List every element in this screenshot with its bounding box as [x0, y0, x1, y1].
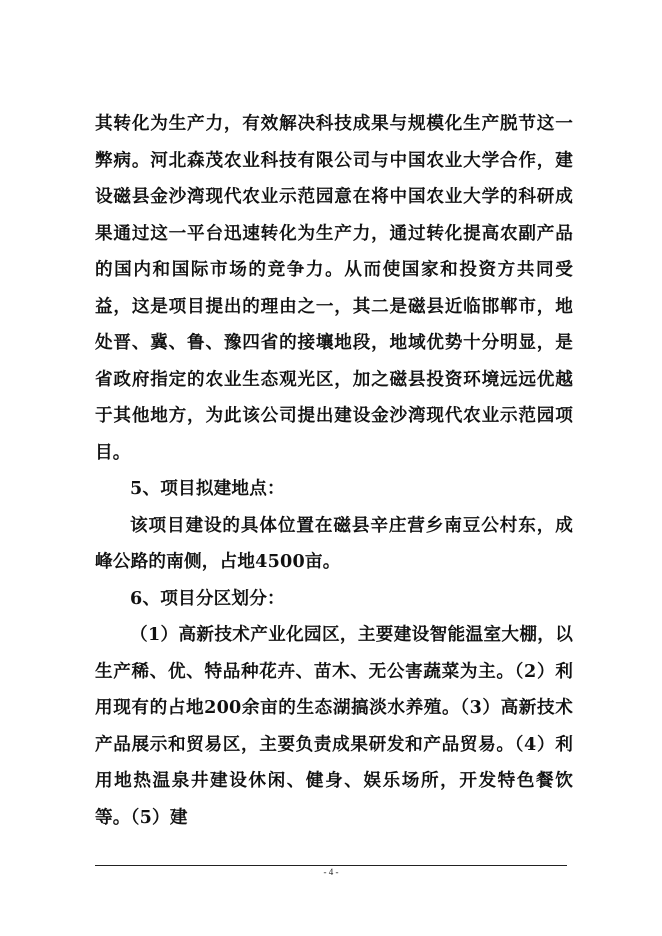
section-heading-zoning: 6、项目分区划分： — [130, 587, 285, 609]
paragraph-location: 该项目建设的具体位置在磁县辛庄营乡南豆公村东，成峰公路的南侧，占地4500亩。 — [95, 514, 573, 572]
paragraph-zoning: （1）高新技术产业化园区，主要建设智能温室大棚，以生产稀、优、特品种花卉、苗木、无公害蔬菜为主。（2）利用现有的占地200余亩的生态湖搞淡水养殖。（3）高新技术产品展示和贸易区，主要负责成果研发和产品贸易。（4）利用地热温泉井建设休闲、健身、娱乐场所，开发特色餐饮等。（5）建 — [95, 624, 573, 828]
body-text — [95, 106, 573, 836]
page-number: - 4 - — [323, 867, 339, 877]
section-heading-location: 5、项目拟建地点： — [130, 478, 285, 499]
footer-divider — [95, 865, 567, 866]
paragraph-continuation: 其转化为生产力，有效解决科技成果与规模化生产脱节这一弊病。河北森茂农业科技有限公司与中国农业大学合作，建设磁县金沙湾现代农业示范园意在将中国农业大学的科研成果通过这一平台迅速转化为生产力，通过转化提高农副产品的国内和国际市场的竞争力。从而使国家和投资方共同受益，这是项目提出的理由之一，其二是磁县近临邯郸市，地处晋、冀、鲁、豫四省的接壤地段，地域优势十分明显，是省政府指定的农业生态观光区，加之磁县投资环境远远优越于其他地方，为此该公司提出建设金沙湾现代农业示范园项目。 — [95, 113, 573, 463]
